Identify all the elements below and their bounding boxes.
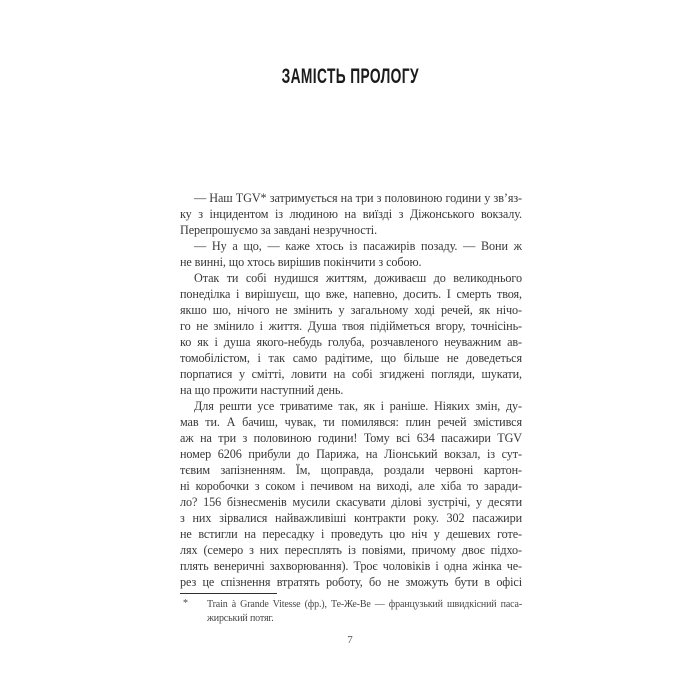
body-line: ко як і душа якого-небудь голуба, розчавленого неуважним ав- — [180, 335, 522, 349]
body-line: ку з інцидентом із людиною на виїзді з Діжонського вокзалу. — [180, 207, 522, 221]
body-line: — Ну а що, — каже хтось із пасажирів позаду. — Вони ж — [194, 239, 522, 253]
footnote-marker: * — [183, 598, 188, 609]
body-line: понеділка і вирішуєш, що вже, напевно, досить. І смерть твоя, — [180, 287, 522, 301]
body-line: Отак ти собі нудишся життям, доживаєш до великоднього — [194, 271, 522, 285]
body-line: на що прожити наступний день. — [180, 383, 344, 397]
body-line: ло? 156 бізнесменів мусили скасувати ділові зустрічі, у десяти — [180, 495, 522, 509]
body-line: порпатися у смітті, ловити на собі згиджені погляди, шукати, — [180, 367, 522, 381]
body-line: — Наш TGV* затримується на три з половиною години у зв’яз- — [194, 191, 522, 205]
body-line: тєвим запізненням. Їм, щоправда, роздали червоні картон- — [180, 463, 522, 477]
body-line: якшо шо, нічого не змінить у загальному ході речей, як нічо- — [180, 303, 522, 317]
body-line: лях (семеро з них пересплять із повіями, причому двоє підхо- — [180, 543, 522, 557]
body-line: Перепрошуємо за завдані незручності. — [180, 223, 378, 237]
footnote-separator-rule — [180, 593, 277, 594]
body-line: не винні, що хтось вирішив покінчити з собою. — [180, 255, 422, 269]
body-line: плять венеричні захворювання). Троє чоловіків і одна жінка че- — [180, 559, 522, 573]
body-line: Для решти усе триватиме так, як і раніше. Ніяких змін, ду- — [194, 399, 522, 413]
body-line: номер 6206 прибули до Парижа, на Ліонський вокзал, із сут- — [180, 447, 522, 461]
body-line: ні коробочки з соком і печивом на виході, але хіба то заради- — [180, 479, 522, 493]
body-line: го не змінило і життя. Душа твоя підійметься вгору, точнісінь- — [180, 319, 522, 333]
body-text-block — [180, 190, 522, 590]
body-line: томобілістом, і так само радітиме, що більше не доведеться — [180, 351, 522, 365]
footnote-line: Train à Grande Vitesse (фр.), Те-Же-Ве — французький швидкісний паса- — [207, 599, 522, 610]
body-line: аж на три з половиною години! Тому всі 634 пасажири TGV — [180, 431, 522, 445]
body-line: з них зірвалися найважливіші контракти року. 302 пасажири — [180, 511, 522, 525]
chapter-title-text: ЗАМІСТЬ ПРОЛОГУ — [281, 64, 419, 88]
page-number: 7 — [347, 634, 353, 646]
chapter-title — [0, 64, 700, 89]
footnote — [180, 598, 522, 625]
body-line: рез це спізнення втратять роботу, бо не зможуть бути в офісі — [180, 575, 522, 589]
footnote-line: жирський потяг. — [207, 612, 274, 624]
body-line: мав ти. А бачиш, чувак, ти помилявся: плин речей змістився — [180, 415, 522, 429]
body-line: не встигли на пересадку і проведуть цю ніч у дешевих готе- — [180, 527, 522, 541]
